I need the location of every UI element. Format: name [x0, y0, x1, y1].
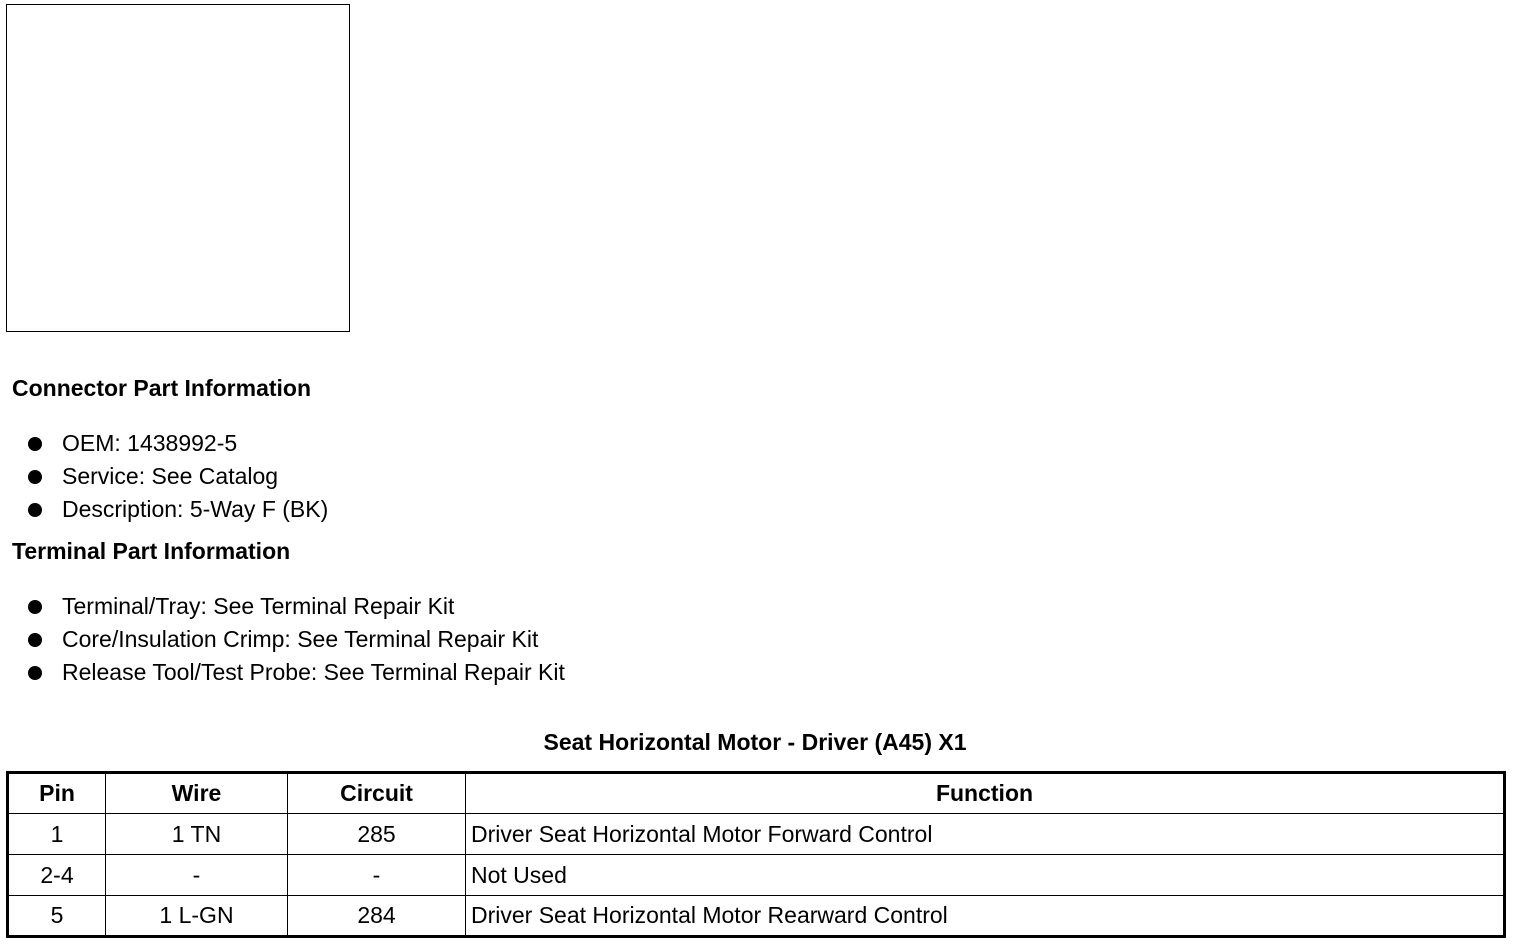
table-header-row	[8, 773, 1505, 814]
cell-pin: 5	[8, 896, 106, 937]
table-title: Seat Horizontal Motor - Driver (A45) X1	[543, 729, 967, 755]
list-item: Release Tool/Test Probe: See Terminal Repair Kit	[28, 656, 565, 689]
header-pin: Pin	[8, 773, 106, 814]
cell-circuit: 285	[288, 814, 466, 855]
bullet-icon	[28, 633, 42, 647]
cell-function: Driver Seat Horizontal Motor Forward Control	[466, 814, 1505, 855]
table-row	[8, 814, 1505, 855]
cell-pin: 1	[8, 814, 106, 855]
bullet-icon	[28, 600, 42, 614]
header-wire: Wire	[106, 773, 288, 814]
connector-part-heading: Connector Part Information	[12, 375, 312, 401]
cell-circuit: -	[288, 855, 466, 896]
pinout-table	[6, 771, 1506, 938]
list-item: Service: See Catalog	[28, 460, 328, 493]
cell-wire: 1 TN	[106, 814, 288, 855]
list-item: Terminal/Tray: See Terminal Repair Kit	[28, 590, 565, 623]
list-item: OEM: 1438992-5	[28, 427, 328, 460]
terminal-part-heading: Terminal Part Information	[12, 538, 291, 564]
bullet-icon	[28, 503, 42, 517]
bullet-icon	[28, 437, 42, 451]
list-item: Core/Insulation Crimp: See Terminal Repair Kit	[28, 623, 565, 656]
terminal-part-list	[28, 590, 565, 689]
cell-circuit: 284	[288, 896, 466, 937]
cell-pin: 2-4	[8, 855, 106, 896]
bullet-icon	[28, 666, 42, 680]
table-row	[8, 855, 1505, 896]
header-circuit: Circuit	[288, 773, 466, 814]
table-row	[8, 896, 1505, 937]
cell-function: Not Used	[466, 855, 1505, 896]
bullet-icon	[28, 470, 42, 484]
cell-function: Driver Seat Horizontal Motor Rearward Control	[466, 896, 1505, 937]
list-item: Description: 5-Way F (BK)	[28, 493, 328, 526]
header-function: Function	[466, 773, 1505, 814]
connector-part-list	[28, 427, 328, 526]
cell-wire: -	[106, 855, 288, 896]
cell-wire: 1 L-GN	[106, 896, 288, 937]
connector-image-placeholder	[6, 4, 350, 332]
